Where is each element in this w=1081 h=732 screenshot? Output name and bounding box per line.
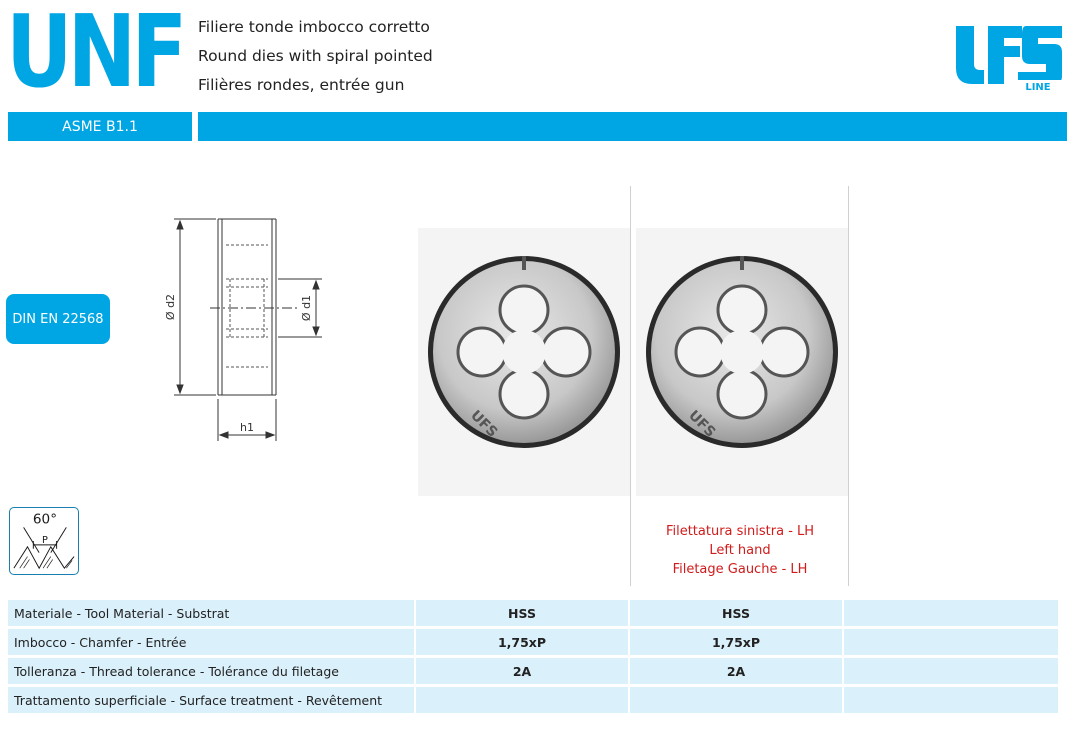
row-label: Materiale - Tool Material - Substrat [8,600,414,626]
row-value: 1,75xP [416,629,628,655]
h1-label: h1 [240,421,254,434]
table-row [8,629,1064,655]
row-label: Imbocco - Chamfer - Entrée [8,629,414,655]
product-code: UNF [6,0,183,110]
die-marking: UFS [467,407,501,441]
row-value: 1,75xP [630,629,842,655]
row-value: HSS [630,600,842,626]
die-dimension-drawing [150,195,395,453]
lh-note-italian: Filettatura sinistra - LH [665,524,815,539]
profile-angle: 60° [32,511,58,528]
thread-profile-60-icon [9,507,79,575]
row-value [416,687,628,713]
standard-label: ASME B1.1 [62,118,138,135]
subtitle-english: Round dies with spiral pointed [198,47,433,65]
die-marking: UFS [685,407,719,441]
table-row [8,600,1064,626]
profile-pitch: P [42,534,48,546]
din-badge: DIN EN 22568 [6,294,110,344]
ufs-line-logo [954,20,1066,92]
properties-table [8,600,1064,716]
table-row [8,658,1064,684]
row-value: HSS [416,600,628,626]
row-value: 2A [630,658,842,684]
table-row [8,687,1064,713]
subtitle-italian: Filiere tonde imbocco corretto [198,18,430,36]
row-value: 2A [416,658,628,684]
d2-label: Ø d2 [164,293,177,321]
row-empty-cell [844,600,1058,626]
row-empty-cell [844,687,1058,713]
left-hand-note [632,522,848,579]
header-bar [198,112,1067,141]
row-label: Trattamento superficiale - Surface treatment - Revêtement [8,687,414,713]
lh-note-french: Filetage Gauche - LH [672,562,808,577]
row-empty-cell [844,658,1058,684]
round-die-lh-image [636,228,848,496]
lh-note-english: Left hand [709,543,771,558]
column-divider [630,186,631,586]
subtitle-french: Filières rondes, entrée gun [198,76,405,94]
logo-subtext: LINE [1025,82,1051,92]
d1-label: Ø d1 [300,294,313,322]
standard-bar [8,112,192,141]
row-empty-cell [844,629,1058,655]
round-die-image [418,228,630,496]
column-divider [848,186,849,586]
row-value [630,687,842,713]
row-label: Tolleranza - Thread tolerance - Tolérance du filetage [8,658,414,684]
